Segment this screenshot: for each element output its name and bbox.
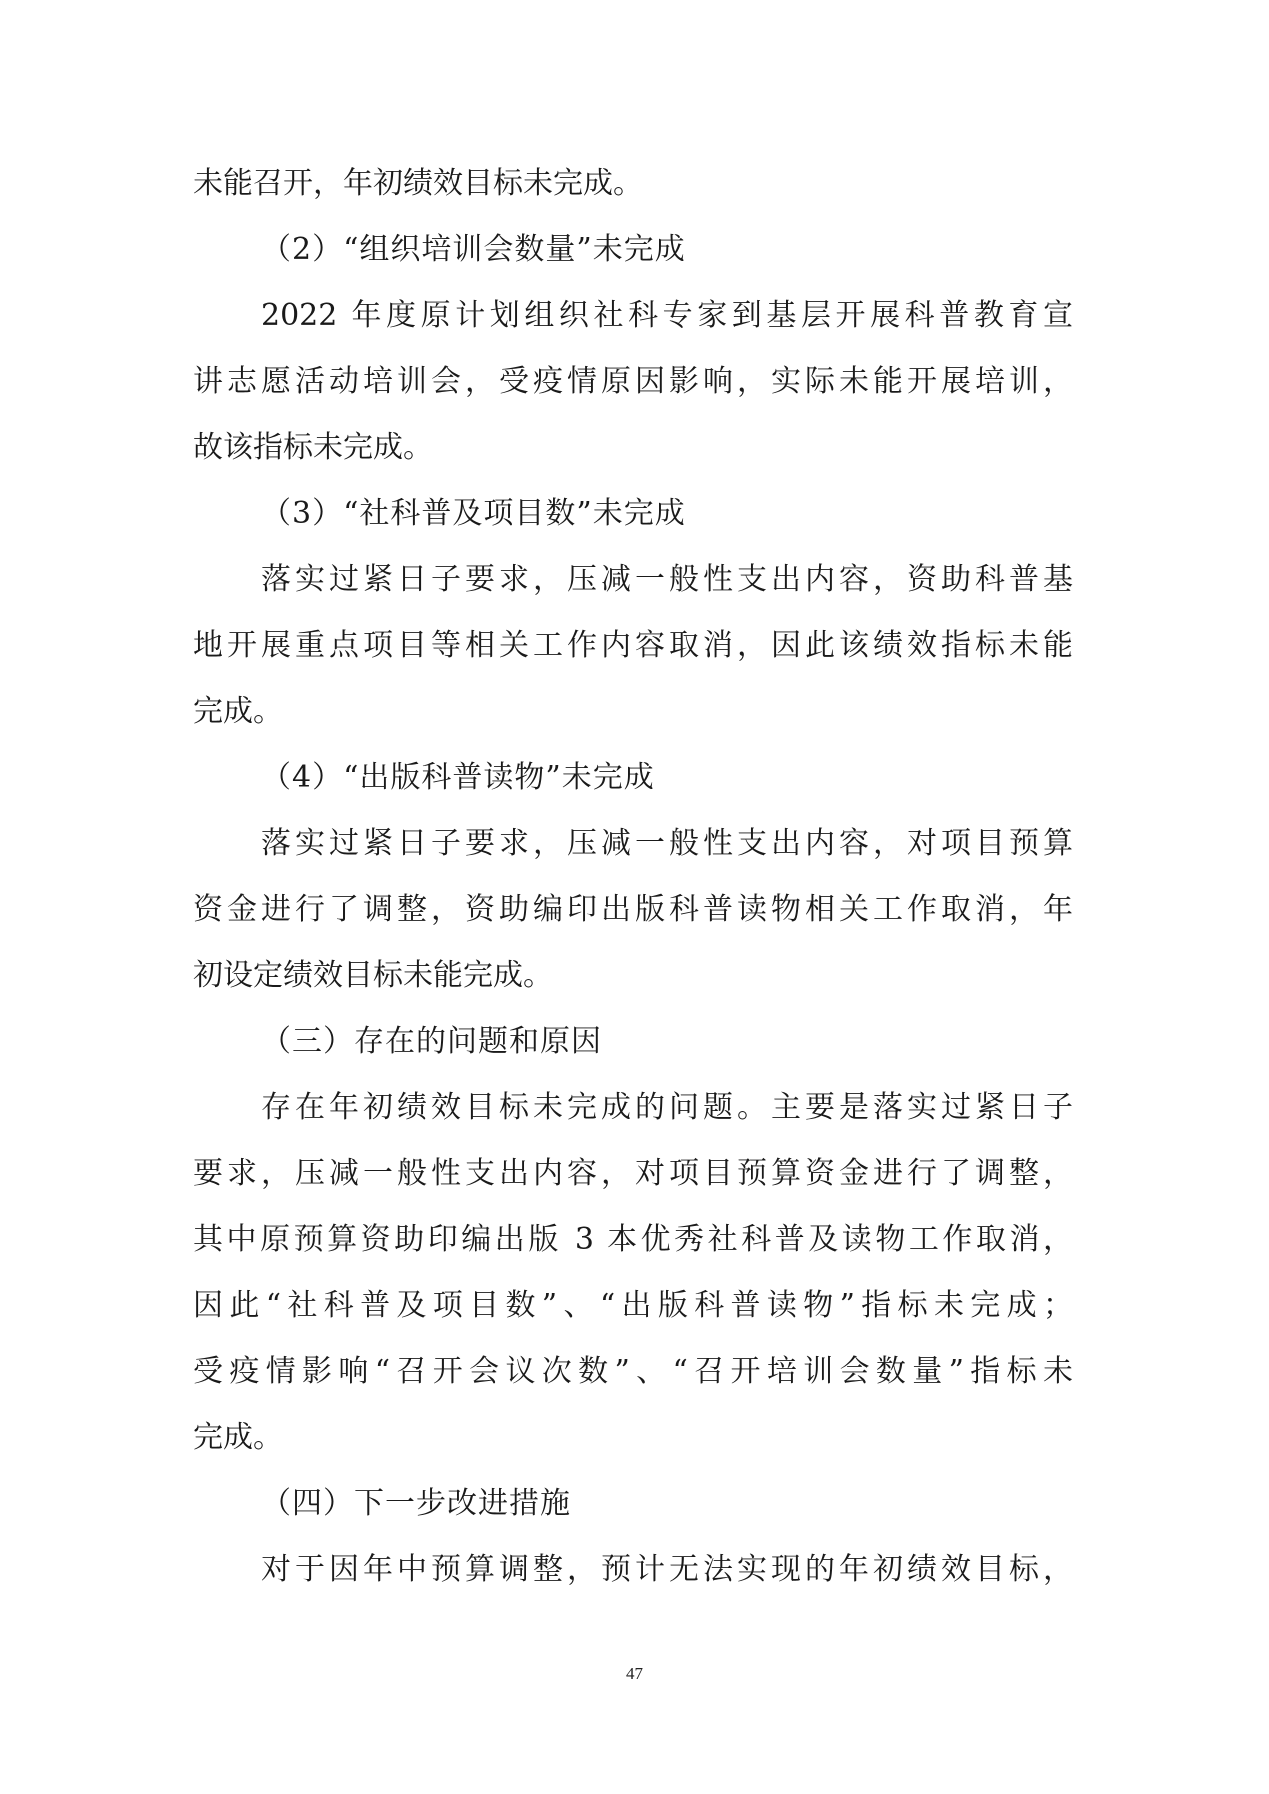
section-heading: （四）下一步改进措施 (261, 1486, 571, 1521)
paragraph-line: 落实过紧日子要求，压减一般性支出内容，资助科普基 (261, 562, 1073, 597)
paragraph-line: 未能召开，年初绩效目标未完成。 (193, 166, 643, 201)
paragraph-line: 初设定绩效目标未能完成。 (193, 958, 553, 993)
section-heading: （三）存在的问题和原因 (261, 1024, 602, 1059)
subheading: （3）“社科普及项目数”未完成 (261, 496, 686, 531)
paragraph-line: 地开展重点项目等相关工作内容取消，因此该绩效指标未能 (193, 628, 1073, 663)
paragraph-line: 故该指标未完成。 (193, 430, 433, 465)
subheading: （2）“组织培训会数量”未完成 (261, 232, 686, 267)
page-number: 47 (626, 1664, 643, 1683)
subheading: （4）“出版科普读物”未完成 (261, 760, 655, 795)
paragraph-line: 完成。 (193, 1420, 283, 1455)
body-text (193, 151, 1073, 1603)
paragraph-line: 2022 年度原计划组织社科专家到基层开展科普教育宣 (261, 298, 1073, 333)
paragraph-line: 存在年初绩效目标未完成的问题。主要是落实过紧日子 (261, 1090, 1073, 1125)
paragraph-line: 其中原预算资助印编出版 3 本优秀社科普及读物工作取消， (193, 1222, 1073, 1257)
paragraph-line: 因此“社科普及项目数”、“出版科普读物”指标未完成； (193, 1288, 1073, 1323)
paragraph-line: 对于因年中预算调整，预计无法实现的年初绩效目标， (261, 1552, 1073, 1587)
paragraph-line: 要求，压减一般性支出内容，对项目预算资金进行了调整， (193, 1156, 1073, 1191)
paragraph-line: 落实过紧日子要求，压减一般性支出内容，对项目预算 (261, 826, 1073, 861)
paragraph-line: 完成。 (193, 694, 283, 729)
paragraph-line: 讲志愿活动培训会，受疫情原因影响，实际未能开展培训， (193, 364, 1073, 399)
paragraph-line: 资金进行了调整，资助编印出版科普读物相关工作取消，年 (193, 892, 1073, 927)
paragraph-line: 受疫情影响“召开会议次数”、“召开培训会数量”指标未 (193, 1354, 1073, 1389)
